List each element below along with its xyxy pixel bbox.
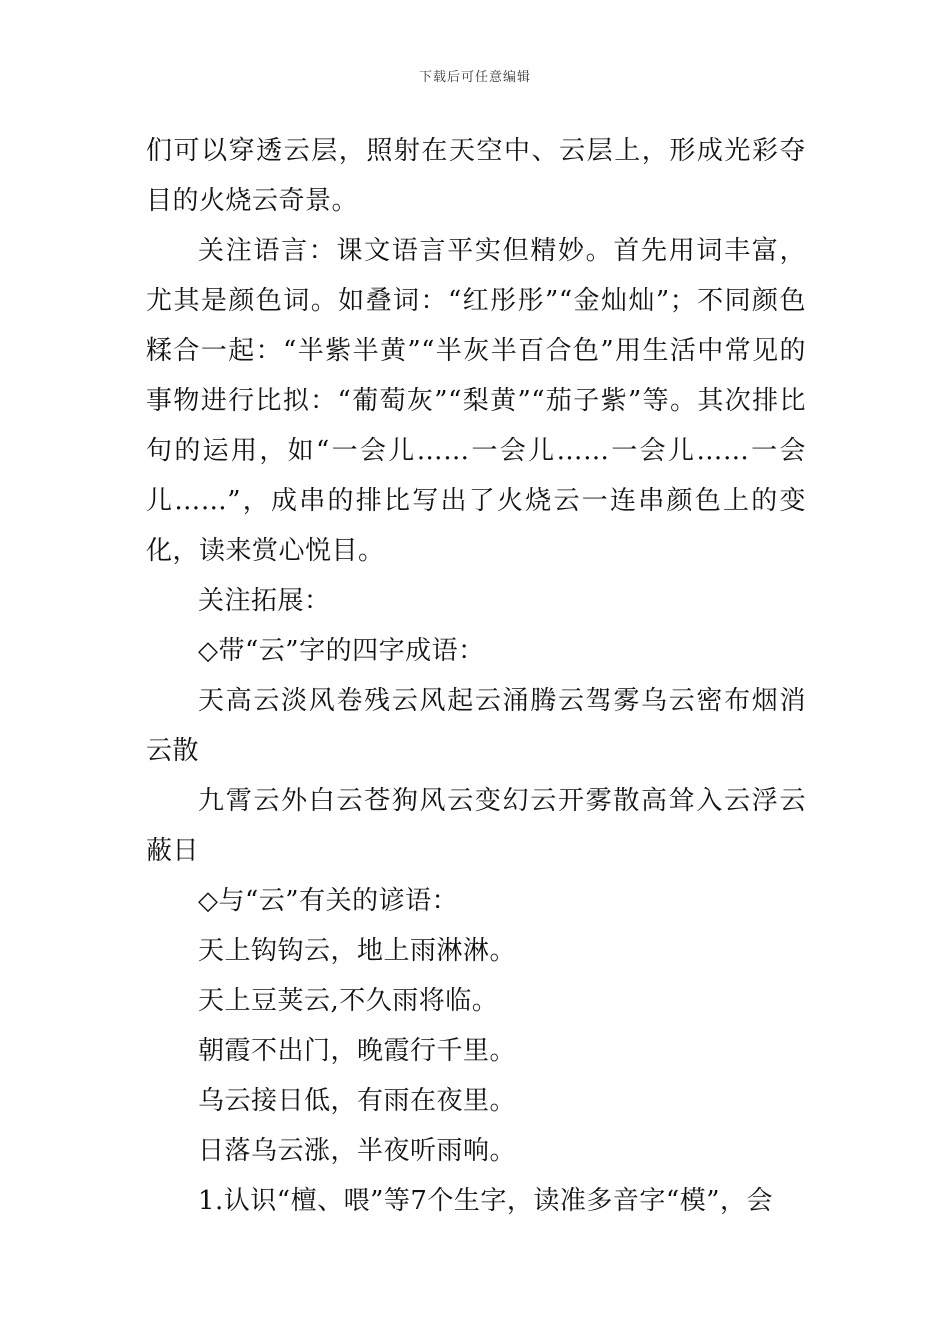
paragraph-objective-1: 1.认识“檀、喂”等7个生字，读准多音字“模”，会: [198, 1186, 774, 1216]
paragraph-proverb-1: 天上钩钩云，地上雨淋淋。: [198, 936, 517, 966]
paragraph-proverb-2: 天上豆荚云,不久雨将临。: [198, 986, 499, 1016]
paragraph-proverb-3: 朝霞不出门，晚霞行千里。: [198, 1036, 517, 1066]
paragraph-extension-heading: 关注拓展：: [198, 586, 331, 616]
paragraph-idioms-heading: ◇带“云”字的四字成语：: [198, 636, 485, 666]
paragraph-idioms-line-1: 天高云淡风卷残云风起云涌腾云驾雾乌云密布烟消云散: [146, 686, 806, 766]
paragraph-proverb-5: 日落乌云涨，半夜听雨响。: [198, 1136, 517, 1166]
paragraph-proverb-4: 乌云接日低，有雨在夜里。: [198, 1086, 517, 1116]
paragraph-idioms-line-2: 九霄云外白云苍狗风云变幻云开雾散高耸入云浮云蔽日: [146, 786, 806, 866]
page-header: 下载后可任意编辑: [418, 70, 531, 85]
document-body: [146, 126, 806, 1226]
paragraph-proverbs-heading: ◇与“云”有关的谚语：: [198, 886, 459, 916]
paragraph-continuation: 们可以穿透云层，照射在天空中、云层上，形成光彩夺目的火烧云奇景。: [146, 136, 806, 216]
paragraph-language-focus: 关注语言：课文语言平实但精妙。首先用词丰富，尤其是颜色词。如叠词：“红彤彤”“金灿灿”；不同颜色糅合一起：“半紫半黄”“半灰半百合色”用生活中常见的事物进行比拟：“葡萄灰”“梨黄”“茄子紫”等。其次排比句的运用，如“一会儿……一会儿……一会儿……一会儿……”，成串的排比写出了火烧云一连串颜色上的变化，读来赏心悦目。: [146, 236, 806, 566]
